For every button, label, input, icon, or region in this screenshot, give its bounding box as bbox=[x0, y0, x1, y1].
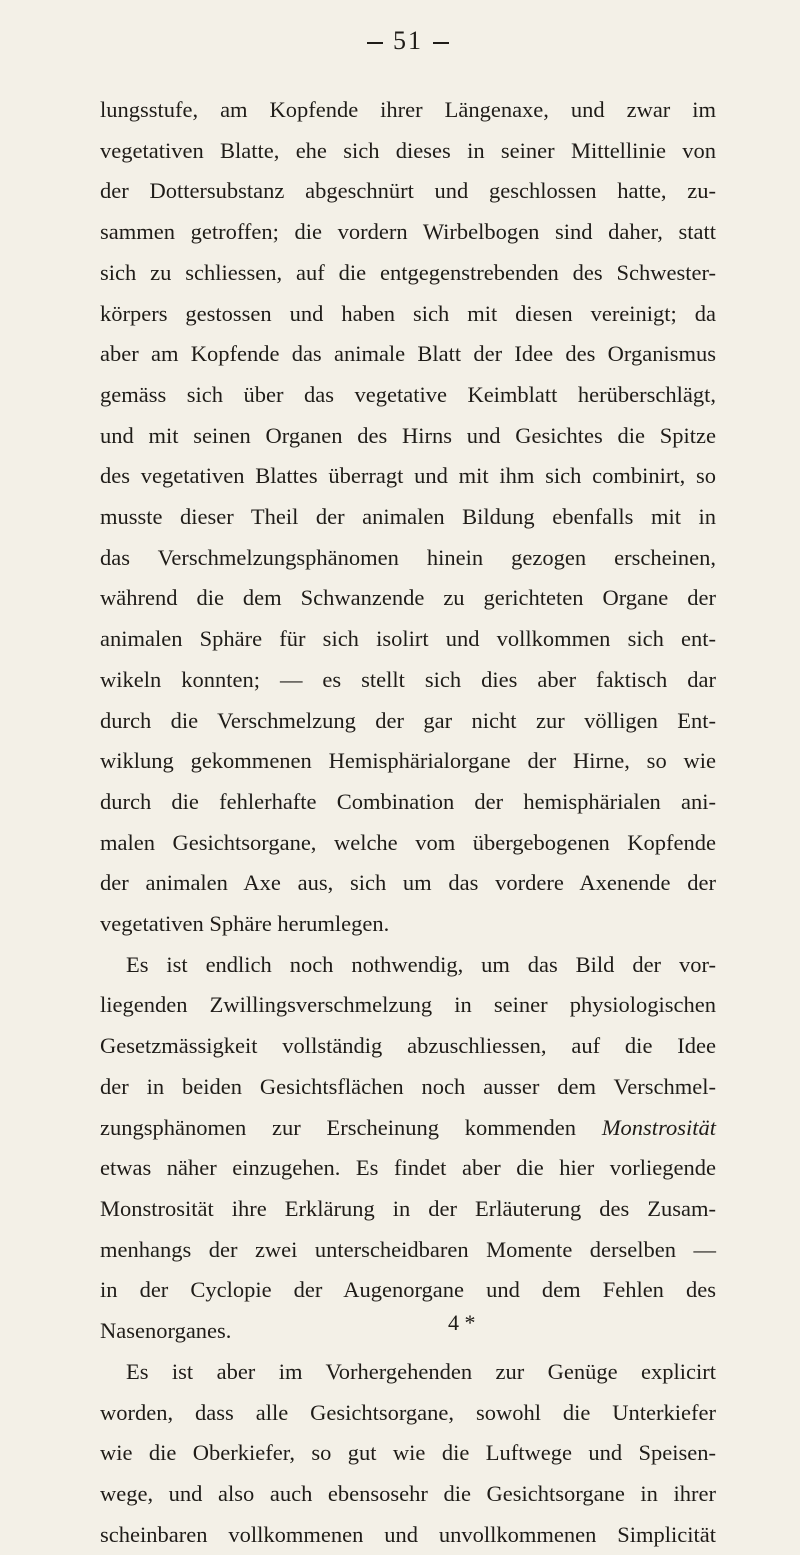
text-line: Monstrosität ihre Erklärung in der Erläuterung des Zusam- bbox=[100, 1195, 716, 1221]
text-line: wie die Oberkiefer, so gut wie die Luftwege und Speisen- bbox=[100, 1440, 716, 1466]
text-line: malen Gesichtsorgane, welche vom übergebogenen Kopfende bbox=[100, 829, 716, 855]
text-line: sich zu schliessen, auf die entgegenstrebenden des Schwester- bbox=[100, 259, 716, 285]
text-line: durch die Verschmelzung der gar nicht zur völligen Ent- bbox=[100, 707, 716, 733]
text-line: der Dottersubstanz abgeschnürt und geschlossen hatte, zu- bbox=[100, 178, 716, 204]
text-line: der in beiden Gesichtsflächen noch ausser dem Verschmel- bbox=[100, 1073, 716, 1099]
page-header bbox=[100, 22, 716, 60]
text-line: in der Cyclopie der Augenorgane und dem Fehlen des bbox=[100, 1277, 716, 1303]
signature-mark: 4 * bbox=[448, 1310, 476, 1335]
header-dash-right bbox=[433, 42, 449, 44]
text-line: menhangs der zwei unterscheidbaren Momente derselben — bbox=[100, 1236, 716, 1262]
text-line: Gesetzmässigkeit vollständig abzuschliessen, auf die Idee bbox=[100, 1033, 716, 1059]
text-line: des vegetativen Blattes überragt und mit ihm sich combinirt, so bbox=[100, 463, 716, 489]
text-line: wiklung gekommenen Hemisphärialorgane der Hirne, so wie bbox=[100, 748, 716, 774]
text-line: der animalen Axe aus, sich um das vordere Axenende der bbox=[100, 870, 716, 896]
text-line: und mit seinen Organen des Hirns und Gesichtes die Spitze bbox=[100, 422, 716, 448]
text-line: gemäss sich über das vegetative Keimblatt herüberschlägt, bbox=[100, 381, 716, 407]
text-line: sammen getroffen; die vordern Wirbelbogen sind daher, statt bbox=[100, 219, 716, 245]
paragraph bbox=[100, 90, 716, 945]
paragraph bbox=[100, 1352, 716, 1555]
text-line: Nasenorganes. bbox=[100, 1318, 232, 1344]
text-line: etwas näher einzugehen. Es findet aber die hier vorliegende bbox=[100, 1155, 716, 1181]
text-line: animalen Sphäre für sich isolirt und vollkommen sich ent- bbox=[100, 626, 716, 652]
text-line: worden, dass alle Gesichtsorgane, sowohl die Unterkiefer bbox=[100, 1399, 716, 1425]
italic-term: Monstrosität bbox=[601, 1114, 716, 1140]
text-line: Es ist aber im Vorhergehenden zur Genüge explicirt bbox=[126, 1358, 716, 1384]
text-line: durch die fehlerhafte Combination der hemisphärialen ani- bbox=[100, 788, 716, 814]
page-number: 51 bbox=[393, 26, 423, 55]
paragraph bbox=[100, 945, 716, 1352]
text-line: liegenden Zwillingsverschmelzung in seiner physiologischen bbox=[100, 992, 716, 1018]
text-line: musste dieser Theil der animalen Bildung ebenfalls mit in bbox=[100, 504, 716, 530]
header-dash-left bbox=[367, 42, 383, 44]
text-line: körpers gestossen und haben sich mit diesen vereinigt; da bbox=[100, 300, 716, 326]
text-line: wikeln konnten; — es stellt sich dies aber faktisch dar bbox=[100, 666, 716, 692]
text-line: vegetativen Sphäre herumlegen. bbox=[100, 911, 390, 937]
text-line: lungsstufe, am Kopfende ihrer Längenaxe, und zwar im bbox=[100, 97, 716, 122]
text-line: zungsphänomen zur Erscheinung kommenden Monstrosität bbox=[100, 1114, 716, 1140]
text-line: das Verschmelzungsphänomen hinein gezogen erscheinen, bbox=[100, 544, 716, 570]
text-line: scheinbaren vollkommenen und unvollkommenen Simplicität bbox=[100, 1521, 716, 1547]
text-line: während die dem Schwanzende zu gerichteten Organe der bbox=[100, 585, 716, 611]
text-line: vegetativen Blatte, ehe sich dieses in seiner Mittellinie von bbox=[100, 137, 716, 163]
text-line: aber am Kopfende das animale Blatt der Idee des Organismus bbox=[100, 341, 716, 367]
text-line: Es ist endlich noch nothwendig, um das Bild der vor- bbox=[126, 951, 716, 977]
text-line: wege, und also auch ebensosehr die Gesichtsorgane in ihrer bbox=[100, 1480, 716, 1506]
